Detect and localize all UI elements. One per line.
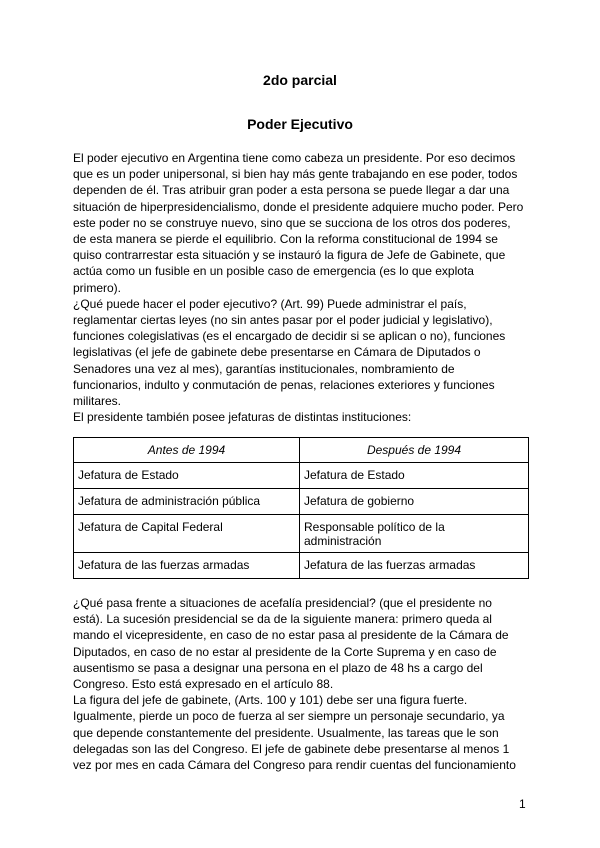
jefaturas-table	[73, 437, 529, 579]
table-cell: Jefatura de Capital Federal	[74, 515, 300, 553]
text-line: que es un poder unipersonal, si bien hay más gente trabajando en ese poder, todos	[73, 167, 518, 182]
text-line: vez por mes en cada Cámara del Congreso para rendir cuentas del funcionamiento	[73, 758, 516, 773]
text-line: ¿Qué puede hacer el poder ejecutivo? (Art. 99) Puede administrar el país,	[73, 296, 467, 311]
text-line: El presidente también posee jefaturas de distintas instituciones:	[73, 410, 412, 425]
table-row	[74, 463, 529, 489]
paragraph-block-2	[73, 595, 535, 773]
text-line: El poder ejecutivo en Argentina tiene como cabeza un presidente. Por eso decimos	[73, 151, 516, 165]
table-cell: Jefatura de administración pública	[74, 489, 300, 515]
text-line: que depende constantemente del presidente. Usualmente, las tareas que le son	[73, 725, 499, 740]
text-line: actúa como un fusible en un posible caso de emergencia (es lo que explota	[73, 264, 474, 279]
text-line: dependen de él. Tras atribuir gran poder a esta persona se puede llegar a dar una	[73, 183, 510, 198]
text-line: delegadas son las del Congreso. El jefe de gabinete debe presentarse al menos 1	[73, 741, 510, 756]
text-line: militares.	[73, 394, 122, 409]
document-title: 2do parcial	[263, 72, 337, 88]
text-line: situación de hiperpresidencialismo, donde el presidente adquiere mucho poder. Pero	[73, 199, 524, 214]
text-line: funcionarios, indulto y conmutación de penas, relaciones exteriores y funciones	[73, 377, 495, 392]
text-line: ausentismo se pasa a designar una persona en el plazo de 48 hs a cargo del	[73, 660, 483, 675]
text-line: funciones colegislativas (es el encargado de decidir si se aplican o no), funciones	[73, 329, 506, 344]
text-line: legislativas (el jefe de gabinete debe presentarse en Cámara de Diputados o	[73, 345, 481, 360]
table-cell: Responsable político de la administración	[300, 515, 529, 553]
text-line: este poder no se construye nuevo, sino que se succiona de los otros dos poderes,	[73, 215, 511, 230]
table-cell: Jefatura de Estado	[300, 463, 529, 489]
table-header-row	[74, 438, 529, 463]
text-line: Congreso. Esto está expresado en el artículo 88.	[73, 677, 334, 692]
text-line: quiso contrarrestar esta situación y se instauró la figura de Jefe de Gabinete, que	[73, 248, 506, 263]
text-line: Diputados, en caso de no estar al presidente de la Corte Suprema y en caso de	[73, 644, 497, 659]
table-row	[74, 553, 529, 579]
paragraph-block-1	[73, 150, 535, 425]
table-cell: Jefatura de gobierno	[300, 489, 529, 515]
table-cell: Jefatura de las fuerzas armadas	[74, 553, 300, 579]
table-row	[74, 489, 529, 515]
column-header-antes: Antes de 1994	[74, 438, 300, 463]
text-line: mando el vicepresidente, en caso de no estar pasa al presidente de la Cámara de	[73, 628, 509, 643]
text-line: ¿Qué pasa frente a situaciones de acefalía presidencial? (que el presidente no	[73, 596, 492, 610]
table-row	[74, 515, 529, 553]
text-line: La figura del jefe de gabinete, (Arts. 100 y 101) debe ser una figura fuerte.	[73, 693, 468, 708]
page-number: 1	[519, 797, 526, 811]
text-line: reglamentar ciertas leyes (no sin antes pasar por el poder judicial y legislativo),	[73, 313, 493, 328]
section-heading: Poder Ejecutivo	[247, 116, 353, 132]
text-line: primero).	[73, 280, 122, 295]
text-line: Igualmente, pierde un poco de fuerza al ser siempre un personaje secundario, ya	[73, 709, 505, 724]
table-cell: Jefatura de las fuerzas armadas	[300, 553, 529, 579]
text-line: Senadores una vez al mes), garantías institucionales, nombramiento de	[73, 361, 455, 376]
text-line: de esta manera se pierde el equilibrio. Con la reforma constitucional de 1994 se	[73, 232, 498, 247]
text-line: está). La sucesión presidencial se da de la siguiente manera: primero queda al	[73, 612, 492, 627]
column-header-despues: Después de 1994	[300, 438, 529, 463]
table-cell: Jefatura de Estado	[74, 463, 300, 489]
